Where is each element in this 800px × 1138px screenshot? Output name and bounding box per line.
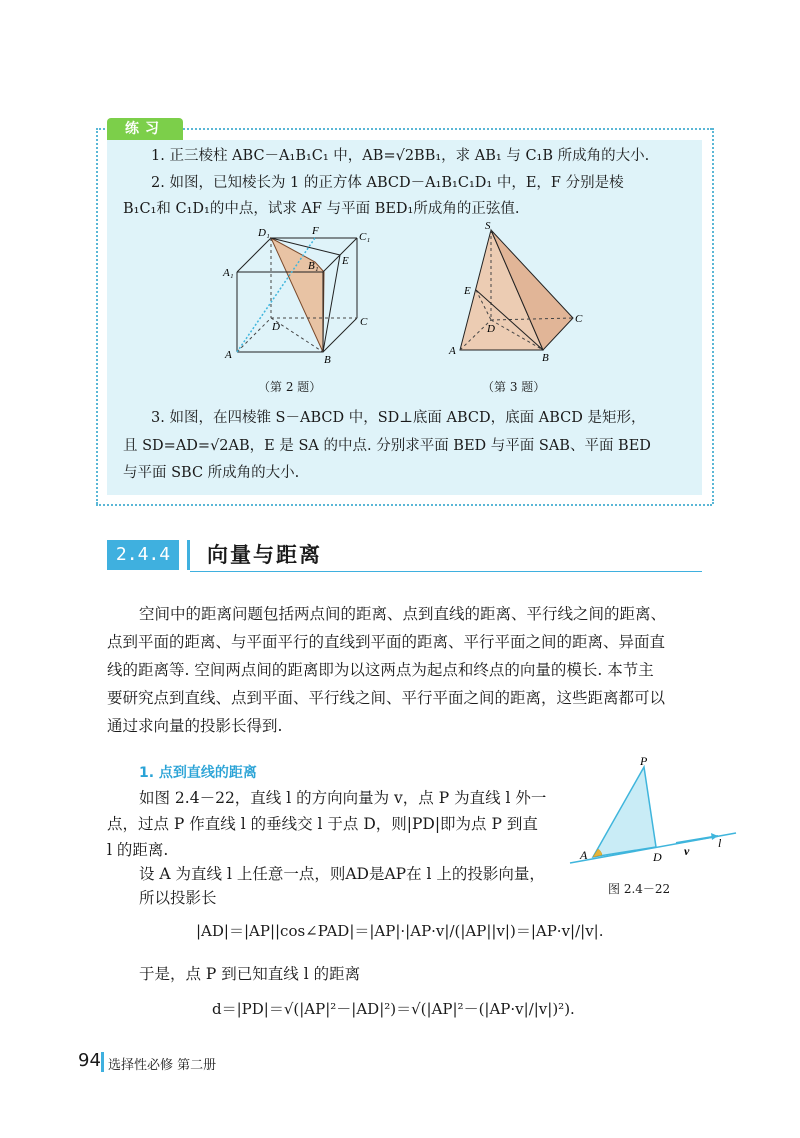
exercise-3-line1: 3. 如图，在四棱锥 S－ABCD 中，SD⊥底面 ABCD，底面 ABCD 是矩形， bbox=[151, 410, 646, 426]
cube-hidden-a-d bbox=[237, 318, 271, 352]
label-b-pyr: B bbox=[542, 352, 549, 364]
intro-line-2: 点到平面的距离、与平面平行的直线到平面的距离、平行平面之间的距离、异面直 bbox=[107, 633, 666, 651]
formula-distance: d＝|PD|＝√(|AP|²－|AD|²)＝√(|AP|²－(|AP·v|/|v|)²). bbox=[212, 1000, 575, 1018]
triangle-apd bbox=[593, 767, 656, 857]
section-bar bbox=[187, 540, 190, 570]
fig-label-d: D bbox=[653, 850, 662, 864]
exercise-3-line2: 且 SD=AD=√2AB，E 是 SA 的中点. 分别求平面 BED 与平面 SAB、平面 BED bbox=[123, 438, 651, 454]
label-a: A bbox=[225, 349, 232, 361]
section-title: 向量与距离 bbox=[207, 543, 322, 567]
exercise-3-line3: 与平面 SBC 所成角的大小. bbox=[123, 465, 300, 481]
label-c: C bbox=[360, 316, 368, 328]
exercise-2-line1: 2. 如图，已知棱长为 1 的正方体 ABCD－A₁B₁C₁D₁ 中，E，F 分别是棱 bbox=[151, 175, 624, 191]
cube-edge-a1-d1 bbox=[237, 238, 271, 272]
vector-v-arrow bbox=[711, 833, 718, 840]
fig-label-a: A bbox=[580, 848, 588, 862]
intro-line-3: 线的距离等. 空间两点间的距离即为以这两点为起点和终点的向量的模长. 本节主 bbox=[107, 661, 654, 679]
label-d: D bbox=[272, 321, 280, 333]
subsection-heading: 1. 点到直线的距离 bbox=[139, 765, 257, 781]
sub-p4: 设 A 为直线 l 上任意一点，则AD是AP在 l 上的投影向量， bbox=[139, 865, 545, 883]
label-c-pyr: C bbox=[575, 313, 583, 325]
label-f: F bbox=[312, 225, 319, 237]
sub-p3: l 的距离. bbox=[107, 841, 169, 859]
cube-figure bbox=[220, 222, 390, 372]
exercise-border-right bbox=[712, 128, 714, 504]
sub-p1: 如图 2.4－22，直线 l 的方向向量为 v，点 P 为直线 l 外一 bbox=[139, 789, 547, 807]
sub-p5: 所以投影长 bbox=[139, 889, 217, 907]
fig-label-p: P bbox=[640, 755, 648, 768]
label-e-pyr: E bbox=[464, 285, 471, 297]
fig-label-l: l bbox=[718, 836, 722, 850]
exercise-1: 1. 正三棱柱 ABC－A₁B₁C₁ 中，AB=√2BB₁，求 AB₁ 与 C₁B 所成角的大小. bbox=[151, 148, 650, 164]
sub-p6: 于是，点 P 到已知直线 l 的距离 bbox=[139, 965, 361, 983]
fig2-caption: （第 2 题） bbox=[258, 380, 322, 394]
label-b1: B₁ bbox=[308, 260, 319, 272]
exercise-border-bottom bbox=[96, 504, 712, 506]
figure-caption: 图 2.4－22 bbox=[608, 882, 671, 896]
sub-p2: 点，过点 P 作直线 l 的垂线交 l 于点 D，则|PD|即为点 P 到直 bbox=[107, 815, 538, 833]
section-number: 2.4.4 bbox=[107, 540, 179, 570]
intro-line-1: 空间中的距离问题包括两点间的距离、点到直线的距离、平行线之间的距离、 bbox=[139, 605, 667, 623]
formula-projection: |AD|＝|AP||cos∠PAD|＝|AP|·|AP·v|/(|AP||v|)＝|AP·v|/|v|. bbox=[196, 922, 604, 940]
exercise-2-line2: B₁C₁和 C₁D₁的中点，试求 AF 与平面 BED₁所成角的正弦值. bbox=[123, 201, 520, 217]
label-s: S bbox=[485, 220, 491, 232]
intro-line-5: 通过求向量的投影长得到. bbox=[107, 717, 283, 735]
pyramid-figure bbox=[445, 220, 595, 370]
label-c1: C₁ bbox=[359, 231, 371, 243]
label-a-pyr: A bbox=[449, 345, 456, 357]
distance-figure bbox=[568, 755, 748, 875]
label-a1: A₁ bbox=[223, 267, 234, 279]
intro-line-4: 要研究点到直线、点到平面、平行线之间、平行平面之间的距离，这些距离都可以 bbox=[107, 689, 666, 707]
book-title: 选择性必修 第二册 bbox=[108, 1058, 217, 1073]
page-number: 94 bbox=[78, 1050, 101, 1071]
fig-label-v: v bbox=[684, 844, 690, 858]
label-e: E bbox=[342, 255, 349, 267]
section-rule bbox=[190, 571, 702, 572]
exercise-border-top bbox=[96, 128, 712, 130]
label-b: B bbox=[324, 354, 331, 366]
exercise-tab: 练习 bbox=[107, 118, 183, 140]
footer-bar bbox=[101, 1052, 104, 1072]
label-d1: D₁ bbox=[258, 227, 270, 239]
exercise-border-left bbox=[96, 128, 98, 504]
label-d-pyr: D bbox=[487, 323, 495, 335]
fig3-caption: （第 3 题） bbox=[482, 380, 546, 394]
